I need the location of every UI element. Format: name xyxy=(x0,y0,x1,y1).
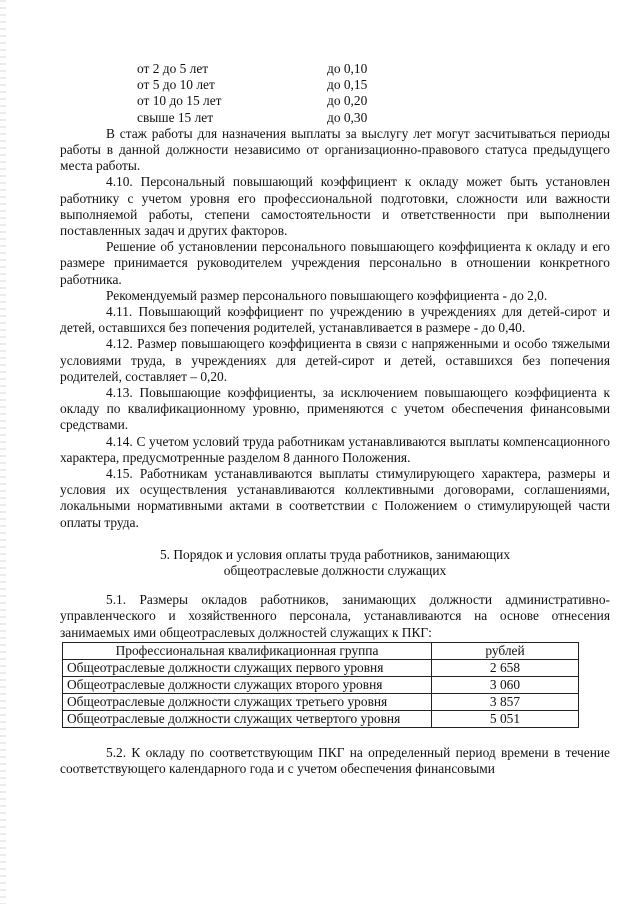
cell-amount: 3 857 xyxy=(432,693,579,710)
scan-edge-artifact xyxy=(0,0,6,904)
seniority-row xyxy=(60,93,610,109)
seniority-row xyxy=(60,110,610,126)
paragraph-5-2: 5.2. К окладу по соответствующим ПКГ на определенный период времени в течение соответствующего календарного года и с учетом обеспечения финансовыми xyxy=(60,744,610,777)
seniority-coefficient: до 0,30 xyxy=(327,109,368,125)
cell-group: Общеотраслевые должности служащих второго уровня xyxy=(63,676,432,693)
paragraph-4-15: 4.15. Работникам устанавливаются выплаты стимулирующего характера, размеры и условия их осуществления устанавливаются коллективными договорами, соглашениями, локальными нормативными актами в соответствии с Положением о стимулирующей части оплаты труда. xyxy=(60,466,610,530)
paragraph-stazh: В стаж работы для назначения выплаты за выслугу лет могут засчитываться периоды работы в данной должности независимо от организационно-правового статуса предыдущего места работы. xyxy=(60,125,610,174)
section-5-heading-line: общеотраслевые должности служащих xyxy=(223,563,447,579)
cell-amount: 3 060 xyxy=(432,676,579,693)
column-header-group: Профессиональная квалификационная группа xyxy=(63,642,432,659)
cell-amount: 5 051 xyxy=(432,710,579,727)
paragraph-4-10: 4.10. Персональный повышающий коэффициент к окладу может быть установлен работнику с учетом уровня его профессиональной подготовки, сложности или важности выполняемой работы, степени самостоятельности и ответственности при выполнении поставленных задач и других факторов. xyxy=(60,174,610,238)
seniority-range: свыше 15 лет xyxy=(137,109,214,125)
table-header-row xyxy=(63,642,579,659)
seniority-range: от 2 до 5 лет xyxy=(137,61,209,76)
document-body xyxy=(60,61,610,777)
paragraph-4-12: 4.12. Размер повышающего коэффициента в связи с напряженными и особо тяжелыми условиями труда, в учреждениях для детей-сирот и детей, оставшихся без попечения родителей, составляет – 0,20. xyxy=(60,336,610,384)
table-row xyxy=(63,676,579,693)
seniority-range: от 10 до 15 лет xyxy=(137,93,222,109)
cell-amount: 2 658 xyxy=(432,659,579,676)
paragraph-5-1: 5.1. Размеры окладов работников, занимающих должности административно-управленческого и хозяйственного персонала, устанавливаются на основе отнесения занимаемых ими общеотраслевых должностей служащих к ПКГ: xyxy=(60,592,610,640)
seniority-coefficient: до 0,10 xyxy=(327,61,368,76)
cell-group: Общеотраслевые должности служащих третьего уровня xyxy=(63,693,432,710)
table-row xyxy=(63,710,579,727)
paragraph-4-11: 4.11. Повышающий коэффициент по учреждению в учреждениях для детей-сирот и детей, оставшихся без попечения родителей, устанавливается в размере - до 0,40. xyxy=(60,303,610,336)
table-row xyxy=(63,659,579,676)
cell-group: Общеотраслевые должности служащих первого уровня xyxy=(63,659,432,676)
table-row xyxy=(63,693,579,710)
paragraph-decision: Решение об установлении персонального повышающего коэффициента к окладу и его размере принимается руководителем учреждения персонально в отношении конкретного работника. xyxy=(60,239,610,287)
salary-table xyxy=(62,642,579,728)
seniority-coefficient: до 0,15 xyxy=(327,77,368,93)
seniority-row xyxy=(60,61,610,77)
cell-group: Общеотраслевые должности служащих четвертого уровня xyxy=(63,710,432,727)
column-header-amount: рублей xyxy=(432,642,579,659)
seniority-coefficient-list xyxy=(60,61,610,126)
seniority-coefficient: до 0,20 xyxy=(327,93,368,109)
paragraph-recommended: Рекомендуемый размер персонального повышающего коэффициента - до 2,0. xyxy=(106,287,548,303)
section-5-heading-line: 5. Порядок и условия оплаты труда работников, занимающих xyxy=(159,546,511,562)
seniority-range: от 5 до 10 лет xyxy=(137,77,215,93)
paragraph-4-13: 4.13. Повышающие коэффициенты, за исключением повышающего коэффициента к окладу по квалификационному уровню, применяются с учетом обеспечения финансовыми средствами. xyxy=(60,385,610,433)
section-5-heading xyxy=(60,547,610,579)
paragraph-4-14: 4.14. С учетом условий труда работникам устанавливаются выплаты компенсационного характера, предусмотренные разделом 8 данного Положения. xyxy=(60,433,610,465)
seniority-row xyxy=(60,77,610,93)
